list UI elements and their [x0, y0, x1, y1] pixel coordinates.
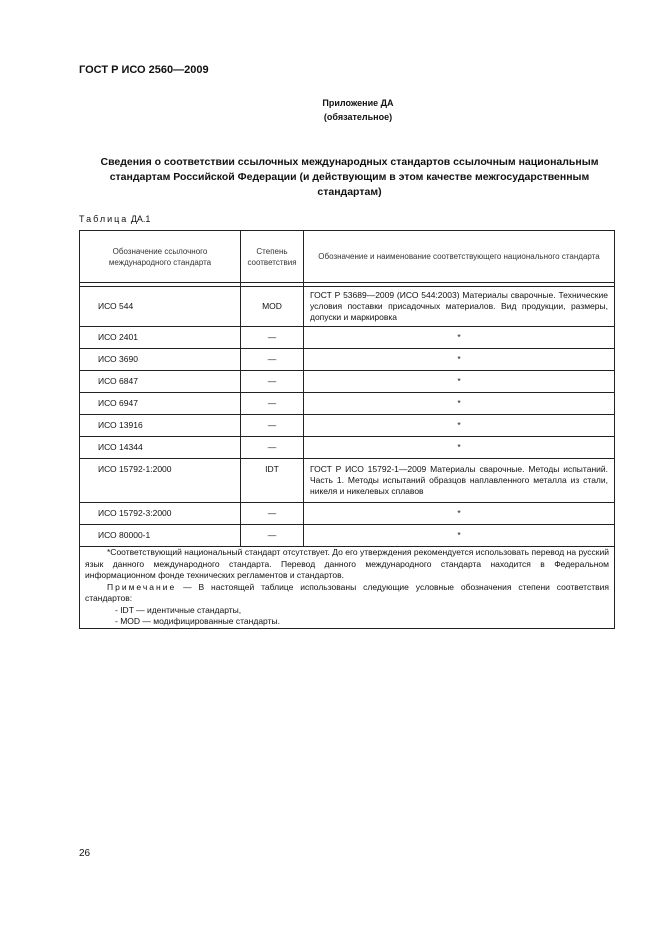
- cell-degree: —: [241, 393, 304, 415]
- note-text: — В настоящей таблице использованы следующие условные обозначения степени соответствия стандартов:: [85, 581, 609, 603]
- cell-intl: ИСО 6847: [80, 371, 241, 393]
- table-row: [80, 437, 615, 459]
- cell-intl: ИСО 2401: [80, 327, 241, 349]
- cell-intl: ИСО 15792-3:2000: [80, 503, 241, 525]
- header-international: Обозначение ссылочного международного стандарта: [80, 231, 241, 283]
- cell-national: *: [304, 393, 615, 415]
- cell-degree: —: [241, 503, 304, 525]
- table-row: [80, 503, 615, 525]
- annex-heading: Сведения о соответствии ссылочных международных стандартов ссылочным национальным стандартам Российской Федерации (и действующим в этом качестве межгосударственным стандартам): [100, 156, 599, 198]
- cell-national: ГОСТ Р ИСО 15792-1—2009 Материалы сварочные. Методы испытаний. Часть 1. Методы испытаний образцов наплавленного металла из стали, никеля и никелевых сплавов: [304, 459, 615, 503]
- table-row: [80, 459, 615, 503]
- cell-degree: IDT: [241, 459, 304, 503]
- document-header: ГОСТ Р ИСО 2560—2009: [79, 64, 209, 76]
- cell-national: *: [304, 415, 615, 437]
- annex-block: [258, 96, 458, 124]
- cell-degree: —: [241, 349, 304, 371]
- table-row: [80, 371, 615, 393]
- cell-intl: ИСО 15792-1:2000: [80, 459, 241, 503]
- note-label: Примечание: [107, 581, 177, 592]
- table-footnote-cell: [80, 547, 615, 629]
- cell-national: *: [304, 349, 615, 371]
- table-header-row: [80, 231, 615, 283]
- annex-status: (обязательное): [323, 112, 393, 122]
- note-item: - IDT — идентичные стандарты,: [115, 604, 242, 615]
- table-row: [80, 287, 615, 327]
- cell-intl: ИСО 13916: [80, 415, 241, 437]
- cell-national: ГОСТ Р 53689—2009 (ИСО 544:2003) Материалы сварочные. Технические условия поставки присадочных материалов. Вид продукции, размеры, допуски и маркировка: [304, 287, 615, 327]
- table-row: [80, 525, 615, 547]
- cell-national: *: [304, 437, 615, 459]
- header-degree: Степень соответствия: [241, 231, 304, 283]
- cell-national: *: [304, 371, 615, 393]
- cell-degree: —: [241, 525, 304, 547]
- cell-intl: ИСО 544: [80, 287, 241, 327]
- table-row: [80, 349, 615, 371]
- table-footer-row: [80, 547, 615, 629]
- cell-intl: ИСО 6947: [80, 393, 241, 415]
- note-paragraph: [85, 582, 609, 605]
- table-caption-id: ДА.1: [130, 214, 151, 224]
- header-national: Обозначение и наименование соответствующего национального стандарта: [304, 231, 615, 283]
- correspondence-table: [79, 230, 615, 629]
- cell-intl: ИСО 80000-1: [80, 525, 241, 547]
- cell-degree: —: [241, 371, 304, 393]
- note-item: - MOD — модифицированные стандарты.: [115, 616, 280, 626]
- table-caption-prefix: Таблица: [79, 214, 129, 224]
- table-row: [80, 415, 615, 437]
- page-number: 26: [79, 848, 91, 859]
- footnote-text: *Соответствующий национальный стандарт отсутствует. До его утверждения рекомендуется использовать перевод на русский язык данного международного стандарта. Перевод данного международного стандарта находится в Федеральном информационном фонде технических регламентов и стандартов.: [85, 547, 609, 580]
- table-row: [80, 393, 615, 415]
- cell-degree: MOD: [241, 287, 304, 327]
- table-row: [80, 327, 615, 349]
- table-caption: [79, 214, 150, 224]
- annex-title: Приложение ДА: [322, 98, 394, 108]
- cell-intl: ИСО 3690: [80, 349, 241, 371]
- cell-degree: —: [241, 415, 304, 437]
- cell-national: *: [304, 525, 615, 547]
- cell-intl: ИСО 14344: [80, 437, 241, 459]
- cell-degree: —: [241, 437, 304, 459]
- cell-national: *: [304, 503, 615, 525]
- cell-degree: —: [241, 327, 304, 349]
- cell-national: *: [304, 327, 615, 349]
